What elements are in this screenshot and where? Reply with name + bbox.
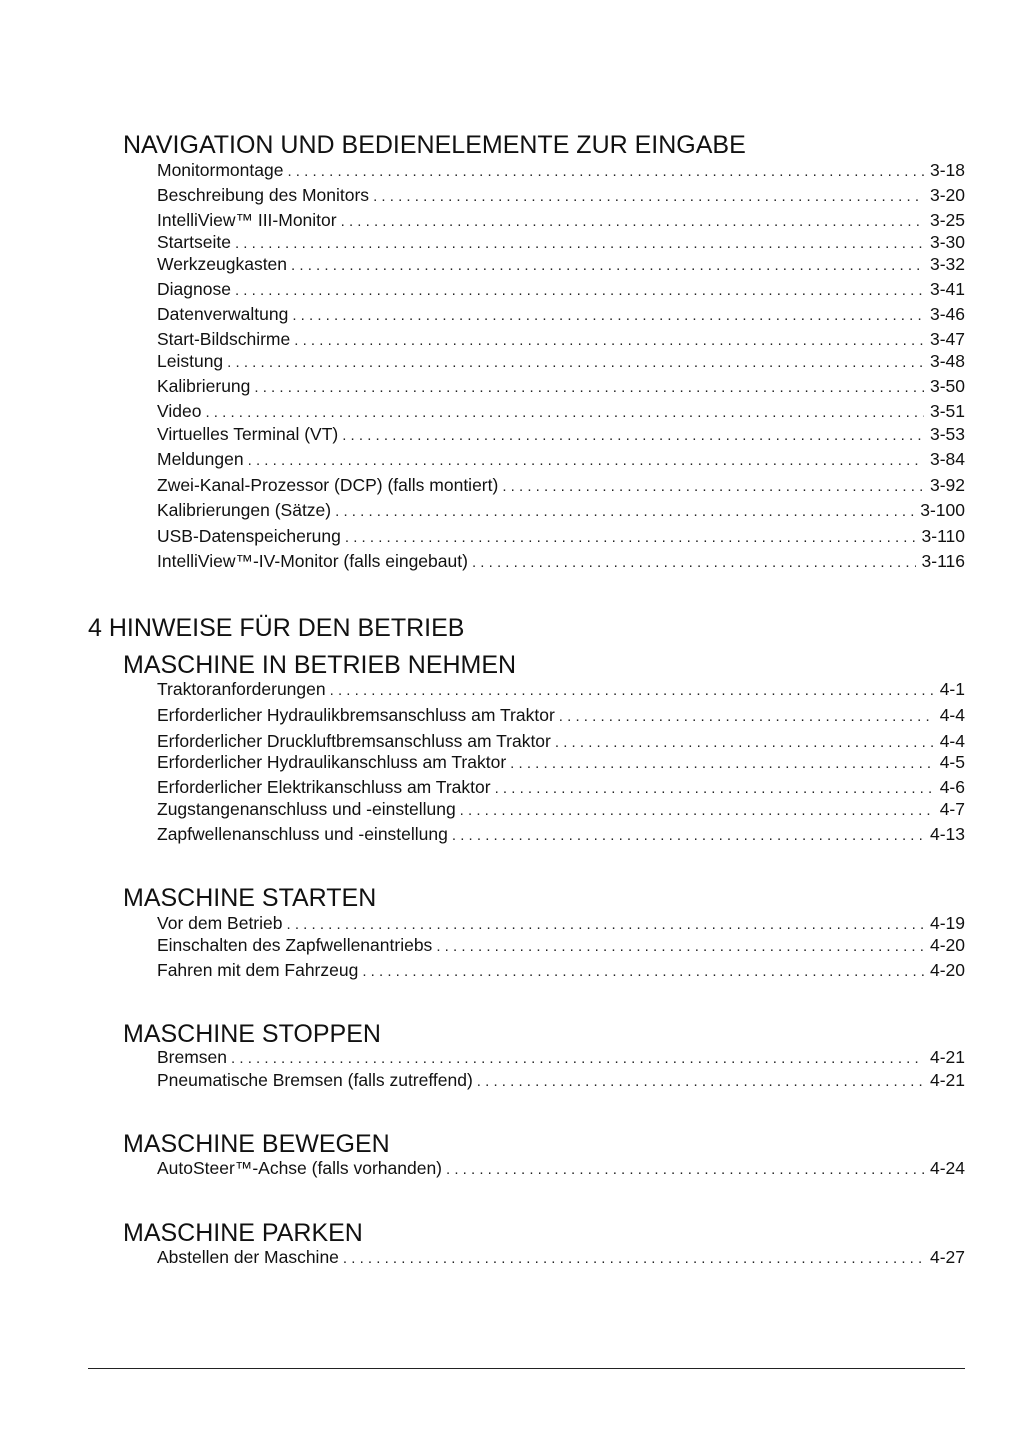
toc-entry-label: Traktoranforderungen bbox=[157, 679, 326, 699]
dot-leader bbox=[292, 305, 924, 325]
dot-leader bbox=[287, 161, 924, 181]
toc-entry[interactable] bbox=[157, 678, 965, 700]
toc-entry-page: 3-32 bbox=[929, 254, 965, 274]
toc-entry[interactable] bbox=[157, 423, 965, 445]
dot-leader bbox=[227, 352, 924, 372]
dot-leader bbox=[452, 825, 924, 845]
toc-entry-label: Virtuelles Terminal (VT) bbox=[157, 424, 339, 444]
toc-entry-label: Erforderlicher Elektrikanschluss am Traktor bbox=[157, 777, 491, 797]
toc-entry[interactable] bbox=[157, 959, 965, 981]
toc-entry-page: 3-116 bbox=[921, 551, 965, 571]
dot-leader bbox=[294, 330, 924, 350]
toc-entry-page: 3-53 bbox=[929, 424, 965, 444]
dot-leader bbox=[502, 476, 924, 496]
toc-entry-page: 3-25 bbox=[929, 210, 965, 230]
toc-entry-label: Zugstangenanschluss und -einstellung bbox=[157, 799, 456, 819]
dot-leader bbox=[345, 527, 916, 547]
toc-entry[interactable] bbox=[157, 209, 965, 231]
toc-entry-page: 3-30 bbox=[929, 232, 965, 252]
toc-entry-label: Kalibrierungen (Sätze) bbox=[157, 500, 332, 520]
dot-leader bbox=[495, 778, 934, 798]
toc-entry-page: 3-51 bbox=[929, 401, 965, 421]
toc-entry[interactable] bbox=[157, 776, 965, 798]
toc-entry[interactable] bbox=[157, 350, 965, 372]
toc-entry-label: Kalibrierung bbox=[157, 376, 251, 396]
toc-entry-page: 3-47 bbox=[929, 329, 965, 349]
toc-entry-label: Werkzeugkasten bbox=[157, 254, 288, 274]
toc-entry[interactable] bbox=[157, 328, 965, 350]
toc-entry-label: Fahren mit dem Fahrzeug bbox=[157, 960, 359, 980]
toc-entry-page: 4-27 bbox=[929, 1247, 965, 1267]
toc-entry-page: 3-20 bbox=[929, 185, 965, 205]
toc-entry-page: 4-6 bbox=[939, 777, 965, 797]
toc-entry-page: 3-92 bbox=[929, 475, 965, 495]
toc-entry-page: 4-7 bbox=[939, 799, 965, 819]
section-title-bewegen: MASCHINE BEWEGEN bbox=[123, 1130, 390, 1158]
toc-entry-page: 4-4 bbox=[939, 705, 965, 725]
toc-entry-label: Startseite bbox=[157, 232, 231, 252]
dot-leader bbox=[231, 1048, 924, 1068]
toc-entry-label: Erforderlicher Druckluftbremsanschluss am Traktor bbox=[157, 731, 551, 751]
toc-entry[interactable] bbox=[157, 448, 965, 470]
toc-entry-page: 3-18 bbox=[929, 160, 965, 180]
section-title-inbetriebnahme: MASCHINE IN BETRIEB NEHMEN bbox=[123, 651, 517, 679]
dot-leader bbox=[254, 377, 924, 397]
toc-entry-label: Start-Bildschirme bbox=[157, 329, 291, 349]
toc-entry[interactable] bbox=[157, 751, 965, 773]
toc-entry-page: 3-46 bbox=[929, 304, 965, 324]
footer-rule bbox=[88, 1368, 965, 1369]
toc-entry-label: IntelliView™-IV-Monitor (falls eingebaut) bbox=[157, 551, 468, 571]
toc-entry-page: 3-110 bbox=[921, 526, 965, 546]
toc-entry-label: Zapfwellenanschluss und -einstellung bbox=[157, 824, 448, 844]
dot-leader bbox=[286, 914, 923, 934]
toc-entry[interactable] bbox=[157, 231, 965, 253]
toc-entry-label: Pneumatische Bremsen (falls zutreffend) bbox=[157, 1070, 473, 1090]
toc-entry[interactable] bbox=[157, 934, 965, 956]
toc-entry[interactable] bbox=[157, 474, 965, 496]
dot-leader bbox=[436, 936, 924, 956]
toc-entry-page: 4-21 bbox=[929, 1047, 965, 1067]
dot-leader bbox=[330, 680, 934, 700]
toc-entry-label: IntelliView™ III-Monitor bbox=[157, 210, 337, 230]
dot-leader bbox=[205, 402, 924, 422]
toc-entry-page: 3-41 bbox=[929, 279, 965, 299]
dot-leader bbox=[235, 280, 924, 300]
toc-entry-label: Einschalten des Zapfwellenantriebs bbox=[157, 935, 433, 955]
toc-entry[interactable] bbox=[157, 525, 965, 547]
toc-entry[interactable] bbox=[157, 704, 965, 726]
toc-entry[interactable] bbox=[157, 303, 965, 325]
dot-leader bbox=[446, 1159, 924, 1179]
toc-entry-label: Zwei-Kanal-Prozessor (DCP) (falls montiert) bbox=[157, 475, 499, 495]
toc-entry[interactable] bbox=[157, 730, 965, 752]
toc-entry-page: 4-19 bbox=[929, 913, 965, 933]
dot-leader bbox=[335, 501, 914, 521]
toc-entry[interactable] bbox=[157, 400, 965, 422]
toc-entry[interactable] bbox=[157, 278, 965, 300]
toc-entry[interactable] bbox=[157, 184, 965, 206]
toc-entry-label: Abstellen der Maschine bbox=[157, 1247, 339, 1267]
dot-leader bbox=[342, 425, 924, 445]
toc-entry-label: Erforderlicher Hydraulikanschluss am Traktor bbox=[157, 752, 507, 772]
dot-leader bbox=[341, 211, 924, 231]
toc-entry-label: Diagnose bbox=[157, 279, 231, 299]
dot-leader bbox=[362, 961, 924, 981]
dot-leader bbox=[555, 732, 934, 752]
dot-leader bbox=[460, 800, 934, 820]
toc-entry-label: Vor dem Betrieb bbox=[157, 913, 283, 933]
toc-entry-label: Leistung bbox=[157, 351, 224, 371]
toc-entry-label: Video bbox=[157, 401, 202, 421]
toc-entry-page: 4-20 bbox=[929, 935, 965, 955]
dot-leader bbox=[343, 1248, 924, 1268]
toc-entry-page: 4-24 bbox=[929, 1158, 965, 1178]
toc-entry-page: 4-5 bbox=[939, 752, 965, 772]
section-title-starten: MASCHINE STARTEN bbox=[123, 884, 377, 912]
toc-entry[interactable] bbox=[157, 1046, 965, 1068]
section-title-parken: MASCHINE PARKEN bbox=[123, 1219, 363, 1247]
toc-entry[interactable] bbox=[157, 1246, 965, 1268]
toc-entry-label: Erforderlicher Hydraulikbremsanschluss am Traktor bbox=[157, 705, 555, 725]
toc-entry[interactable] bbox=[157, 375, 965, 397]
toc-entry-page: 4-4 bbox=[939, 731, 965, 751]
toc-entry[interactable] bbox=[157, 499, 965, 521]
toc-entry[interactable] bbox=[157, 1157, 965, 1179]
toc-entry[interactable] bbox=[157, 159, 965, 181]
toc-entry-label: USB-Datenspeicherung bbox=[157, 526, 341, 546]
toc-entry-label: Datenverwaltung bbox=[157, 304, 289, 324]
dot-leader bbox=[472, 552, 916, 572]
toc-entry-page: 4-13 bbox=[929, 824, 965, 844]
toc-entry-page: 4-1 bbox=[939, 679, 965, 699]
section-title-navigation: NAVIGATION UND BEDIENELEMENTE ZUR EINGABE bbox=[123, 131, 746, 159]
section-title-stoppen: MASCHINE STOPPEN bbox=[123, 1020, 381, 1048]
dot-leader bbox=[477, 1071, 924, 1091]
toc-entry-page: 3-50 bbox=[929, 376, 965, 396]
toc-entry-label: Meldungen bbox=[157, 449, 244, 469]
toc-entry-page: 3-100 bbox=[920, 500, 965, 520]
dot-leader bbox=[373, 186, 924, 206]
toc-entry[interactable] bbox=[157, 798, 965, 820]
toc-entry-page: 4-20 bbox=[929, 960, 965, 980]
toc-entry-page: 4-21 bbox=[929, 1070, 965, 1090]
toc-entry[interactable] bbox=[157, 823, 965, 845]
toc-entry-label: Beschreibung des Monitors bbox=[157, 185, 370, 205]
toc-entry-label: Bremsen bbox=[157, 1047, 228, 1067]
toc-entry-label: Monitormontage bbox=[157, 160, 284, 180]
toc-entry-label: AutoSteer™-Achse (falls vorhanden) bbox=[157, 1158, 442, 1178]
toc-entry[interactable] bbox=[157, 253, 965, 275]
toc-entry[interactable] bbox=[157, 550, 965, 572]
dot-leader bbox=[248, 450, 924, 470]
dot-leader bbox=[291, 255, 924, 275]
toc-entry-page: 3-84 bbox=[929, 449, 965, 469]
dot-leader bbox=[510, 753, 934, 773]
dot-leader bbox=[559, 706, 934, 726]
toc-entry[interactable] bbox=[157, 912, 965, 934]
toc-entry-page: 3-48 bbox=[929, 351, 965, 371]
chapter-title: 4 HINWEISE FÜR DEN BETRIEB bbox=[88, 614, 465, 642]
dot-leader bbox=[235, 233, 924, 253]
toc-entry[interactable] bbox=[157, 1069, 965, 1091]
